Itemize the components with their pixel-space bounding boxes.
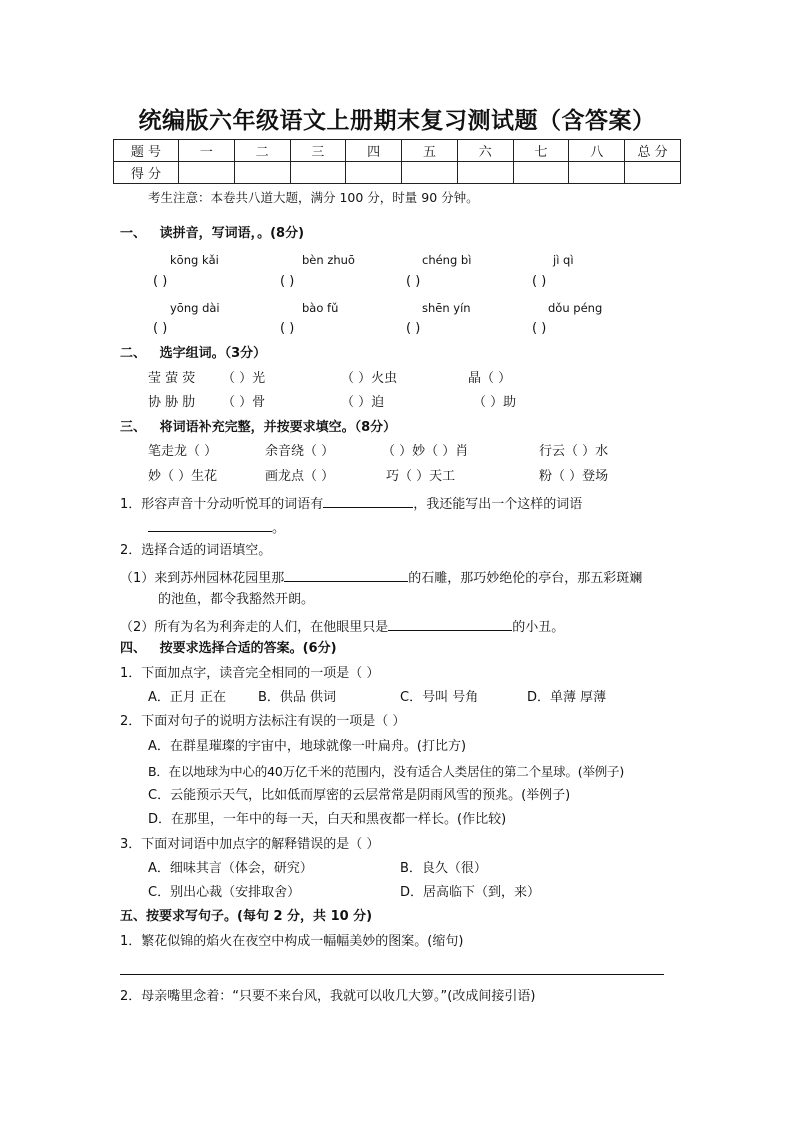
score-table-score-row [114,162,681,184]
question-text: （2）所有为名为利奔走的人们，在他眼里只是 [120,620,389,635]
section-title: 选字组词。（3分） [159,346,267,361]
question-text: 的小丑。 [512,620,565,635]
pinyin-prompt: chéng bì [422,253,472,267]
fill-blank[interactable]: （ ）助 [473,395,517,410]
score-input-cell[interactable] [569,162,625,184]
choice-option[interactable]: B．良久（很） [400,861,487,876]
score-table-header-row [114,140,681,162]
answer-parentheses[interactable]: ( ) [280,274,295,289]
section-3-heading [120,419,396,437]
fill-blank[interactable]: （ ）火虫 [341,371,398,386]
choice-option[interactable]: B．在以地球为中心的40万亿千米的范围内，没有适合人类居住的第二个星球。(举例子) [148,764,625,779]
score-input-cell[interactable] [234,162,290,184]
choice-option[interactable]: A．细味其言（体会，研究） [148,861,313,876]
score-input-cell[interactable] [179,162,235,184]
char-group: 莹 萤 荧 [148,371,196,386]
question-text: ，我还能写出一个这样的词语 [413,497,583,512]
answer-line[interactable] [148,517,272,532]
section-number: 一、 [120,226,147,241]
section-2-heading [120,345,266,363]
table-cell: 总 分 [625,140,681,162]
fill-blank[interactable]: （ ）迫 [341,395,385,410]
pinyin-prompt: yōng dài [170,301,220,315]
question-text: 。 [272,521,286,536]
idiom-blank[interactable]: 妙（ ）生花 [148,469,218,484]
table-cell: 得 分 [114,162,179,184]
question-3-1-cont [148,517,285,538]
idiom-blank[interactable]: 画龙点（ ） [265,469,335,484]
section-title: 读拼音，写词语，。(8分) [159,226,305,241]
exam-notice: 考生注意：本卷共八道大题，满分 100 分，时量 90 分钟。 [148,190,479,205]
answer-parentheses[interactable]: ( ) [532,321,547,336]
answer-parentheses[interactable]: ( ) [406,321,421,336]
score-input-cell[interactable] [513,162,569,184]
table-cell: 五 [402,140,458,162]
table-cell: 四 [346,140,402,162]
fill-blank[interactable]: （ ）光 [222,371,266,386]
question-3-2-2 [120,616,564,637]
section-4-heading [120,640,337,658]
question-5-1: 1．繁花似锦的焰火在夜空中构成一幅幅美妙的图案。(缩句) [120,934,464,949]
answer-parentheses[interactable]: ( ) [153,274,168,289]
choice-option[interactable]: C．云能预示天气，比如低而厚密的云层常常是阴雨风雪的预兆。(举例子) [148,788,571,803]
choice-option[interactable]: C．号叫 号角 [400,690,479,705]
fill-blank[interactable]: 晶（ ） [468,371,512,386]
idiom-blank[interactable]: 巧（ ）天工 [386,469,456,484]
pinyin-prompt: jì qì [553,253,574,267]
answer-line[interactable] [388,616,512,631]
section-number: 三、 [120,420,147,435]
table-cell: 二 [234,140,290,162]
choice-option[interactable]: A．正月 正在 [148,690,227,705]
table-cell: 七 [513,140,569,162]
idiom-blank[interactable]: 粉（ ）登场 [539,469,609,484]
answer-parentheses[interactable]: ( ) [406,274,421,289]
choice-option[interactable]: C．别出心裁（安排取舍） [148,885,301,900]
char-group: 协 胁 肋 [148,395,196,410]
score-input-cell[interactable] [402,162,458,184]
question-text: 1．形容声音十分动听悦耳的词语有 [120,497,324,512]
table-cell: 一 [179,140,235,162]
idiom-blank[interactable]: 笔走龙（ ） [148,444,218,459]
section-title: 按要求选择合适的答案。(6分) [159,641,337,656]
answer-line[interactable] [284,567,408,582]
answer-line[interactable] [323,493,413,508]
question-4-1: 1．下面加点字，读音完全相同的一项是（ ） [120,666,380,681]
choice-option[interactable]: D．居高临下（到，来） [400,885,541,900]
pinyin-prompt: dǒu péng [548,301,603,315]
idiom-blank[interactable]: （ ）妙（ ）肖 [382,444,469,459]
pinyin-prompt: kōng kǎi [170,253,219,267]
section-title: 将词语补充完整，并按要求填空。（8分） [159,420,397,435]
choice-option[interactable]: D．单薄 厚薄 [527,690,607,705]
score-input-cell[interactable] [346,162,402,184]
score-table [113,139,681,184]
answer-line[interactable] [120,974,664,975]
table-cell: 题 号 [114,140,179,162]
section-number: 四、 [120,641,147,656]
answer-parentheses[interactable]: ( ) [280,321,295,336]
question-3-2-1-cont: 的池鱼，都令我豁然开朗。 [158,592,315,607]
score-input-cell[interactable] [625,162,681,184]
table-cell: 三 [290,140,346,162]
question-3-2-1 [120,567,642,588]
score-input-cell[interactable] [457,162,513,184]
answer-parentheses[interactable]: ( ) [532,274,547,289]
question-text: （1）来到苏州园林花园里那 [120,571,285,586]
pinyin-prompt: shēn yín [422,301,471,315]
choice-option[interactable]: A．在群星璀璨的宇宙中，地球就像一叶扁舟。(打比方) [148,739,467,754]
question-text: 的石雕，那巧妙绝伦的亭台，那五彩斑斓 [408,571,643,586]
idiom-blank[interactable]: 行云（ ）水 [539,444,609,459]
section-number: 二、 [120,346,147,361]
question-4-3: 3．下面对词语中加点字的解释错误的是（ ） [120,837,380,852]
section-5-heading: 五、按要求写句子。(每句 2 分，共 10 分) [120,909,373,924]
question-3-2: 2．选择合适的词语填空。 [120,543,272,558]
question-5-2: 2．母亲嘴里念着：“只要不来台风，我就可以收几大箩。”(改成间接引语) [120,989,536,1004]
choice-option[interactable]: B．供品 供词 [258,690,337,705]
pinyin-prompt: bèn zhuō [302,253,355,267]
choice-option[interactable]: D．在那里，一年中的每一天，白天和黑夜都一样长。(作比较) [148,812,507,827]
score-input-cell[interactable] [290,162,346,184]
section-1-heading [120,225,304,243]
table-cell: 八 [569,140,625,162]
question-3-1 [120,493,582,514]
fill-blank[interactable]: （ ）骨 [222,395,266,410]
pinyin-prompt: bào fǔ [302,301,339,315]
question-4-2: 2．下面对句子的说明方法标注有误的一项是（ ） [120,714,406,729]
idiom-blank[interactable]: 余音绕（ ） [265,444,335,459]
table-cell: 六 [457,140,513,162]
answer-parentheses[interactable]: ( ) [153,321,168,336]
page-title: 统编版六年级语文上册期末复习测试题（含答案） [138,108,656,134]
